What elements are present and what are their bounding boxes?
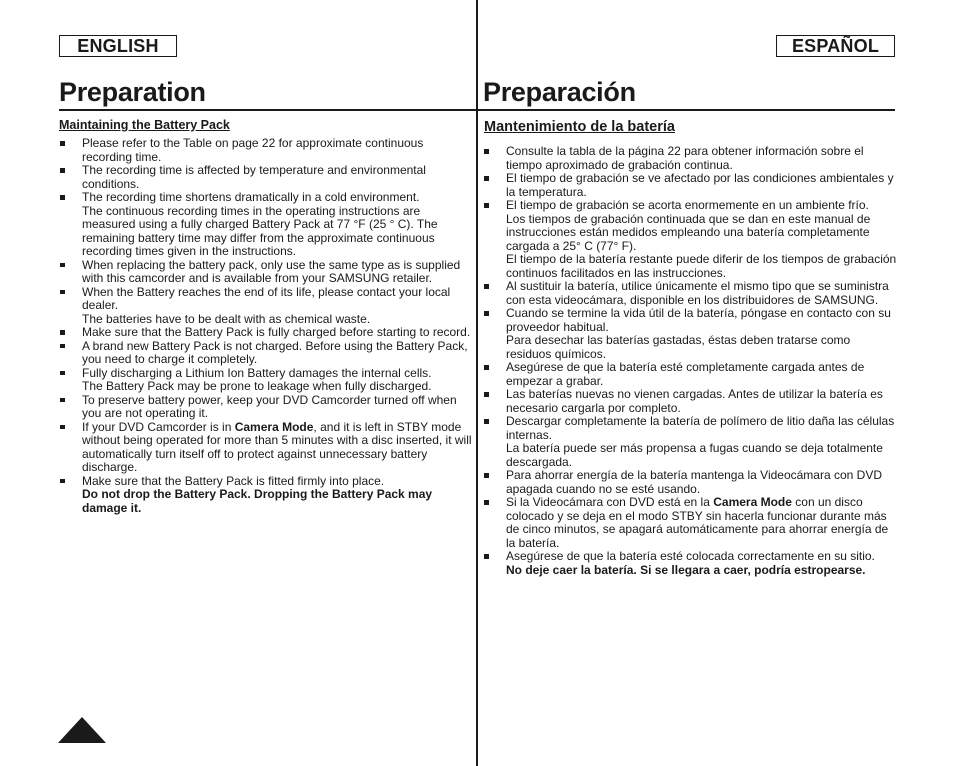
battery-tips-list-spanish [483, 145, 897, 577]
item-text: Make sure that the Battery Pack is fully charged before starting to record. [82, 325, 471, 339]
page-title-english: Preparation [59, 77, 206, 107]
list-item [59, 191, 473, 259]
warning-text: Do not drop the Battery Pack. Dropping the Battery Pack may damage it. [82, 487, 433, 515]
item-text: Para desechar las baterías gastadas, éstas deben tratarse como residuos químicos. [506, 333, 851, 361]
item-text-start: Si la Videocámara con DVD está en la [506, 495, 714, 509]
title-rule-spanish [478, 109, 895, 111]
list-item [483, 496, 897, 550]
list-item [59, 475, 473, 516]
item-text: The recording time shortens dramatically in a cold environment. [82, 190, 420, 204]
list-item [59, 394, 473, 421]
list-item [59, 326, 473, 340]
list-item [483, 199, 897, 280]
item-text [82, 421, 473, 475]
list-item [483, 388, 897, 415]
item-text: Make sure that the Battery Pack is fitted firmly into place. [82, 473, 385, 488]
item-text: The recording time is affected by temperature and environmental conditions. [82, 163, 426, 191]
item-text: When the Battery reaches the end of its life, please contact your local dealer. [82, 284, 451, 312]
list-item [59, 367, 473, 394]
warning-text: No deje caer la batería. Si se llegara a caer, podría estropearse. [506, 562, 866, 577]
language-label-spanish: ESPAÑOL [776, 35, 895, 57]
section-heading-spanish: Mantenimiento de la batería [484, 119, 675, 135]
list-item [483, 280, 897, 307]
item-text [506, 496, 897, 550]
item-text: El tiempo de la batería restante puede diferir de los tiempos de grabación continuos facilitados en las instrucciones. [506, 252, 897, 280]
item-text: Las baterías nuevas no vienen cargadas. Antes de utilizar la batería es necesario cargarla por completo. [506, 387, 883, 415]
item-text: La batería puede ser más propensa a fugas cuando se deja totalmente descargada. [506, 441, 883, 469]
item-text: The batteries have to be dealt with as chemical waste. [82, 311, 371, 326]
item-text: Para ahorrar energía de la batería mantenga la Videocámara con DVD apagada cuando no se esté usando. [506, 468, 883, 496]
item-text: The continuous recording times in the operating instructions are measured using a fully charged Battery Pack at 77 °F (25 ° C). The remaining battery time may differ from the approximate continuous recording times given in the instructions. [82, 203, 438, 258]
page-title-spanish: Preparación [483, 77, 636, 107]
list-item [483, 145, 897, 172]
item-text: El tiempo de grabación se acorta enormemente en un ambiente frío. [506, 198, 869, 212]
camera-mode-term: Camera Mode [234, 419, 314, 434]
language-label-english: ENGLISH [59, 35, 177, 57]
list-item [483, 550, 897, 577]
list-item [59, 137, 473, 164]
item-text: When replacing the battery pack, only use the same type as is supplied with this camcorder and is available from your SAMSUNG retailer. [82, 257, 461, 285]
battery-tips-list-english [59, 137, 473, 515]
item-text: Cuando se termine la vida útil de la batería, póngase en contacto con su proveedor habitual. [506, 306, 891, 334]
item-text: Fully discharging a Lithium Ion Battery damages the internal cells. [82, 365, 432, 380]
list-item [59, 340, 473, 367]
item-text: Please refer to the Table on page 22 for approximate continuous recording time. [82, 136, 424, 164]
page-number: 24 [72, 723, 89, 740]
item-text-start: If your DVD Camcorder is in [82, 419, 235, 434]
list-item [483, 415, 897, 469]
item-text-end: , and it is left in STBY mode without being operated for more than 5 minutes with a disc inserted, it will automatically turn itself off to protect against unnecessary battery discharge. [82, 419, 472, 474]
list-item [59, 286, 473, 327]
item-text-end: con un disco colocado y se deja en el modo STBY sin hacerla funcionar durante más de cinco minutos, se apagará automáticamente para ahorrar energía de la batería. [506, 495, 889, 550]
title-rule-english [59, 109, 476, 111]
list-item [59, 421, 473, 475]
column-divider [476, 0, 478, 766]
section-heading-english: Maintaining the Battery Pack [59, 118, 230, 132]
item-text: El tiempo de grabación se ve afectado por las condiciones ambientales y la temperatura. [506, 171, 894, 199]
item-text: The Battery Pack may be prone to leakage when fully discharged. [82, 379, 432, 393]
list-item [483, 172, 897, 199]
item-text: Al sustituir la batería, utilice únicamente el mismo tipo que se suministra con esta videocámara, disponible en los distribuidores de SAMSUNG. [506, 279, 889, 307]
list-item [483, 361, 897, 388]
list-item [483, 307, 897, 361]
item-text: Los tiempos de grabación continuada que se dan en este manual de instrucciones están medidos empleando una batería completamente cargada a 25° C (77° F). [506, 211, 871, 253]
page-number-badge [58, 717, 106, 743]
item-text: Asegúrese de que la batería esté completamente cargada antes de empezar a grabar. [506, 360, 865, 388]
item-text: Asegúrese de que la batería esté colocada correctamente en su sitio. [506, 549, 875, 563]
item-text: Consulte la tabla de la página 22 para obtener información sobre el tiempo aproximado de grabación continua. [506, 144, 864, 172]
list-item [59, 164, 473, 191]
list-item [483, 469, 897, 496]
camera-mode-term: Camera Mode [713, 495, 792, 509]
item-text: Descargar completamente la batería de polímero de litio daña las células internas. [506, 414, 895, 442]
item-text: To preserve battery power, keep your DVD Camcorder turned off when you are not operating it. [82, 392, 457, 420]
list-item [59, 259, 473, 286]
item-text: A brand new Battery Pack is not charged. Before using the Battery Pack, you need to charge it completely. [82, 338, 468, 366]
